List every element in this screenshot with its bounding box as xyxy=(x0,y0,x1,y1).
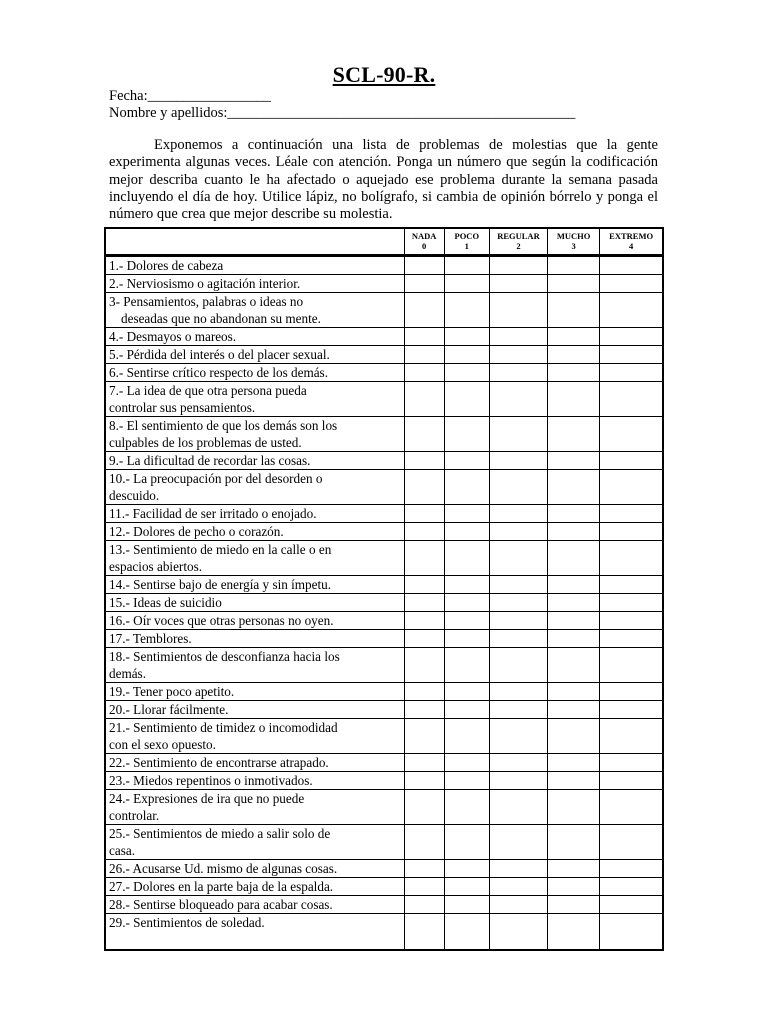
rating-cell-regular[interactable] xyxy=(489,327,547,345)
rating-cell-extremo[interactable] xyxy=(600,381,663,416)
rating-cell-nada[interactable] xyxy=(404,363,444,381)
symptom-item-text xyxy=(105,753,404,771)
rating-cell-mucho[interactable] xyxy=(548,593,600,611)
rating-cell-poco[interactable] xyxy=(444,859,489,877)
rating-cell-extremo[interactable] xyxy=(600,469,663,504)
rating-cell-mucho[interactable] xyxy=(548,771,600,789)
rating-cell-nada[interactable] xyxy=(404,540,444,575)
table-row xyxy=(105,540,663,575)
symptom-line: 7.- La idea de que otra persona pueda xyxy=(109,382,307,398)
column-header-nada xyxy=(404,228,444,255)
rating-cell-poco[interactable] xyxy=(444,504,489,522)
symptom-line: 17.- Temblores. xyxy=(109,630,192,646)
table-body xyxy=(105,255,663,950)
rating-cell-mucho[interactable] xyxy=(548,824,600,859)
column-score: 0 xyxy=(422,240,427,251)
rating-cell-regular[interactable] xyxy=(489,345,547,363)
symptom-line: 16.- Oír voces que otras personas no oyen. xyxy=(109,612,334,628)
rating-cell-nada[interactable] xyxy=(404,877,444,895)
rating-cell-mucho[interactable] xyxy=(548,416,600,451)
rating-cell-mucho[interactable] xyxy=(548,327,600,345)
rating-cell-regular[interactable] xyxy=(489,540,547,575)
table-row xyxy=(105,824,663,859)
table-row xyxy=(105,522,663,540)
rating-cell-extremo[interactable] xyxy=(600,718,663,753)
rating-cell-nada[interactable] xyxy=(404,611,444,629)
symptom-item-text xyxy=(105,522,404,540)
rating-cell-mucho[interactable] xyxy=(548,859,600,877)
rating-cell-nada[interactable] xyxy=(404,913,444,950)
symptom-item-text xyxy=(105,540,404,575)
table-row xyxy=(105,647,663,682)
symptom-line-continued: culpables de los problemas de usted. xyxy=(109,434,302,450)
table-row xyxy=(105,789,663,824)
rating-cell-extremo[interactable] xyxy=(600,611,663,629)
rating-cell-extremo[interactable] xyxy=(600,504,663,522)
rating-cell-regular[interactable] xyxy=(489,913,547,950)
rating-cell-extremo[interactable] xyxy=(600,895,663,913)
header-blank xyxy=(105,228,404,255)
rating-cell-extremo[interactable] xyxy=(600,575,663,593)
column-label: EXTREMO xyxy=(609,231,654,241)
rating-cell-poco[interactable] xyxy=(444,700,489,718)
symptom-line: 26.- Acusarse Ud. mismo de algunas cosas. xyxy=(109,860,338,876)
rating-cell-regular[interactable] xyxy=(489,274,547,292)
column-score: 2 xyxy=(516,240,521,251)
symptom-item-text xyxy=(105,771,404,789)
rating-cell-poco[interactable] xyxy=(444,363,489,381)
symptom-line: 21.- Sentimiento de timidez o incomodidad xyxy=(109,719,338,735)
rating-cell-mucho[interactable] xyxy=(548,877,600,895)
rating-cell-regular[interactable] xyxy=(489,629,547,647)
rating-cell-poco[interactable] xyxy=(444,611,489,629)
rating-cell-nada[interactable] xyxy=(404,771,444,789)
table-row xyxy=(105,771,663,789)
rating-cell-poco[interactable] xyxy=(444,416,489,451)
column-header-mucho xyxy=(548,228,600,255)
rating-cell-poco[interactable] xyxy=(444,274,489,292)
symptom-line: 22.- Sentimiento de encontrarse atrapado. xyxy=(109,754,329,770)
table-row xyxy=(105,451,663,469)
rating-cell-nada[interactable] xyxy=(404,629,444,647)
column-header-extremo xyxy=(600,228,663,255)
rating-cell-mucho[interactable] xyxy=(548,522,600,540)
symptom-item-text xyxy=(105,345,404,363)
rating-cell-extremo[interactable] xyxy=(600,647,663,682)
rating-cell-nada[interactable] xyxy=(404,469,444,504)
rating-cell-nada[interactable] xyxy=(404,647,444,682)
rating-cell-regular[interactable] xyxy=(489,469,547,504)
rating-cell-nada[interactable] xyxy=(404,859,444,877)
form-title: SCL-90-R. xyxy=(332,62,436,87)
rating-cell-poco[interactable] xyxy=(444,789,489,824)
name-field-label: Nombre y apellidos:________________________________________________ xyxy=(109,105,576,121)
rating-cell-nada[interactable] xyxy=(404,345,444,363)
rating-cell-poco[interactable] xyxy=(444,771,489,789)
rating-cell-poco[interactable] xyxy=(444,682,489,700)
rating-cell-regular[interactable] xyxy=(489,753,547,771)
rating-cell-poco[interactable] xyxy=(444,522,489,540)
rating-cell-nada[interactable] xyxy=(404,451,444,469)
rating-cell-regular[interactable] xyxy=(489,824,547,859)
rating-cell-regular[interactable] xyxy=(489,611,547,629)
symptom-item-text xyxy=(105,895,404,913)
symptom-line: 13.- Sentimiento de miedo en la calle o en xyxy=(109,541,332,557)
symptom-line: 4.- Desmayos o mareos. xyxy=(109,328,237,344)
rating-cell-nada[interactable] xyxy=(404,700,444,718)
rating-cell-extremo[interactable] xyxy=(600,416,663,451)
rating-cell-nada[interactable] xyxy=(404,522,444,540)
symptom-line-continued: deseadas que no abandonan su mente. xyxy=(121,310,321,326)
symptom-item-text xyxy=(105,381,404,416)
rating-cell-regular[interactable] xyxy=(489,255,547,274)
rating-cell-regular[interactable] xyxy=(489,416,547,451)
rating-cell-mucho[interactable] xyxy=(548,345,600,363)
rating-cell-regular[interactable] xyxy=(489,789,547,824)
symptom-line: 11.- Facilidad de ser irritado o enojado. xyxy=(109,505,317,521)
symptom-item-text xyxy=(105,451,404,469)
rating-cell-extremo[interactable] xyxy=(600,540,663,575)
rating-cell-poco[interactable] xyxy=(444,913,489,950)
rating-cell-mucho[interactable] xyxy=(548,700,600,718)
rating-cell-mucho[interactable] xyxy=(548,540,600,575)
rating-cell-mucho[interactable] xyxy=(548,789,600,824)
symptom-line-continued: controlar. xyxy=(109,807,160,823)
rating-cell-poco[interactable] xyxy=(444,540,489,575)
table-row xyxy=(105,593,663,611)
symptom-table xyxy=(104,227,664,951)
symptom-item-text xyxy=(105,469,404,504)
symptom-item-text xyxy=(105,274,404,292)
symptom-line: 28.- Sentirse bloqueado para acabar cosas. xyxy=(109,896,333,912)
symptom-line-continued: demás. xyxy=(109,665,146,681)
symptom-line: 23.- Miedos repentinos o inmotivados. xyxy=(109,772,313,788)
symptom-item-text xyxy=(105,629,404,647)
header-row xyxy=(105,228,663,255)
table-row xyxy=(105,345,663,363)
rating-cell-extremo[interactable] xyxy=(600,682,663,700)
symptom-line: 1.- Dolores de cabeza xyxy=(109,257,224,273)
symptom-line: 3- Pensamientos, palabras o ideas no xyxy=(109,293,304,309)
symptom-line: 12.- Dolores de pecho o corazón. xyxy=(109,523,284,539)
table-row xyxy=(105,877,663,895)
symptom-item-text xyxy=(105,611,404,629)
symptom-line-continued: espacios abiertos. xyxy=(109,558,203,574)
rating-cell-nada[interactable] xyxy=(404,682,444,700)
rating-cell-poco[interactable] xyxy=(444,718,489,753)
rating-cell-mucho[interactable] xyxy=(548,629,600,647)
rating-cell-nada[interactable] xyxy=(404,292,444,327)
rating-cell-extremo[interactable] xyxy=(600,753,663,771)
rating-cell-regular[interactable] xyxy=(489,895,547,913)
rating-cell-mucho[interactable] xyxy=(548,611,600,629)
rating-cell-mucho[interactable] xyxy=(548,469,600,504)
rating-cell-extremo[interactable] xyxy=(600,913,663,950)
table-row xyxy=(105,274,663,292)
rating-cell-regular[interactable] xyxy=(489,504,547,522)
table-row xyxy=(105,292,663,327)
symptom-item-text xyxy=(105,700,404,718)
rating-cell-extremo[interactable] xyxy=(600,877,663,895)
rating-cell-mucho[interactable] xyxy=(548,647,600,682)
column-label: MUCHO xyxy=(556,231,591,241)
rating-cell-extremo[interactable] xyxy=(600,327,663,345)
symptom-item-text xyxy=(105,913,404,950)
rating-cell-regular[interactable] xyxy=(489,771,547,789)
table-row xyxy=(105,718,663,753)
rating-cell-extremo[interactable] xyxy=(600,629,663,647)
rating-cell-nada[interactable] xyxy=(404,416,444,451)
rating-cell-regular[interactable] xyxy=(489,859,547,877)
symptom-item-text xyxy=(105,363,404,381)
rating-cell-nada[interactable] xyxy=(404,381,444,416)
table-row xyxy=(105,611,663,629)
symptom-item-text xyxy=(105,593,404,611)
rating-cell-nada[interactable] xyxy=(404,255,444,274)
table-row xyxy=(105,629,663,647)
date-field-label: Fecha:_________________ xyxy=(109,88,271,104)
rating-cell-extremo[interactable] xyxy=(600,824,663,859)
column-score: 3 xyxy=(571,240,576,251)
rating-cell-poco[interactable] xyxy=(444,469,489,504)
rating-cell-poco[interactable] xyxy=(444,629,489,647)
rating-cell-regular[interactable] xyxy=(489,718,547,753)
instructions-paragraph: Exponemos a continuación una lista de problemas de molestias que la gente experimenta algunas veces. Léale con atención. Ponga un número que según la codificación mejor describa cuanto le ha afectado o aquejado ese problema durante la semana pasada incluyendo el día de hoy. Utilice lápiz, no bolígrafo, si cambia de opinión bórrelo y ponga el número que crea que mejor describe su molestia. xyxy=(109,137,658,223)
column-score: 1 xyxy=(464,240,469,251)
symptom-line: 9.- La dificultad de recordar las cosas. xyxy=(109,452,311,468)
table-row xyxy=(105,859,663,877)
rating-cell-mucho[interactable] xyxy=(548,381,600,416)
rating-cell-extremo[interactable] xyxy=(600,451,663,469)
rating-cell-poco[interactable] xyxy=(444,593,489,611)
rating-cell-nada[interactable] xyxy=(404,504,444,522)
rating-cell-poco[interactable] xyxy=(444,381,489,416)
table-row xyxy=(105,682,663,700)
symptom-line: 19.- Tener poco apetito. xyxy=(109,683,235,699)
symptom-item-text xyxy=(105,824,404,859)
rating-cell-mucho[interactable] xyxy=(548,913,600,950)
rating-cell-mucho[interactable] xyxy=(548,504,600,522)
symptom-line: 6.- Sentirse crítico respecto de los demás. xyxy=(109,364,328,380)
symptom-line: 8.- El sentimiento de que los demás son los xyxy=(109,417,338,433)
rating-cell-extremo[interactable] xyxy=(600,274,663,292)
rating-cell-regular[interactable] xyxy=(489,522,547,540)
symptom-line: 15.- Ideas de suicidio xyxy=(109,594,222,610)
table-row xyxy=(105,327,663,345)
rating-cell-regular[interactable] xyxy=(489,575,547,593)
rating-cell-poco[interactable] xyxy=(444,647,489,682)
rating-cell-mucho[interactable] xyxy=(548,575,600,593)
column-label: POCO xyxy=(454,231,480,241)
rating-cell-regular[interactable] xyxy=(489,682,547,700)
table-row xyxy=(105,753,663,771)
column-header-regular xyxy=(489,228,547,255)
symptom-line: 25.- Sentimientos de miedo a salir solo de xyxy=(109,825,331,841)
rating-cell-regular[interactable] xyxy=(489,700,547,718)
symptom-line: 18.- Sentimientos de desconfianza hacia los xyxy=(109,648,340,664)
symptom-line-continued: controlar sus pensamientos. xyxy=(109,399,256,415)
table-row xyxy=(105,469,663,504)
symptom-line: 20.- Llorar fácilmente. xyxy=(109,701,229,717)
rating-cell-regular[interactable] xyxy=(489,381,547,416)
rating-cell-poco[interactable] xyxy=(444,292,489,327)
symptom-line: 10.- La preocupación por del desorden o xyxy=(109,470,323,486)
symptom-item-text xyxy=(105,859,404,877)
table-row xyxy=(105,381,663,416)
rating-cell-poco[interactable] xyxy=(444,255,489,274)
symptom-item-text xyxy=(105,718,404,753)
rating-cell-poco[interactable] xyxy=(444,753,489,771)
rating-cell-regular[interactable] xyxy=(489,451,547,469)
table-row xyxy=(105,255,663,274)
rating-cell-nada[interactable] xyxy=(404,593,444,611)
rating-cell-nada[interactable] xyxy=(404,753,444,771)
rating-cell-regular[interactable] xyxy=(489,877,547,895)
rating-cell-mucho[interactable] xyxy=(548,753,600,771)
table-row xyxy=(105,575,663,593)
symptom-item-text xyxy=(105,877,404,895)
rating-cell-nada[interactable] xyxy=(404,274,444,292)
symptom-item-text xyxy=(105,255,404,274)
rating-cell-poco[interactable] xyxy=(444,345,489,363)
symptom-item-text xyxy=(105,647,404,682)
rating-cell-regular[interactable] xyxy=(489,647,547,682)
rating-cell-poco[interactable] xyxy=(444,824,489,859)
rating-cell-poco[interactable] xyxy=(444,895,489,913)
rating-cell-poco[interactable] xyxy=(444,327,489,345)
rating-cell-extremo[interactable] xyxy=(600,771,663,789)
rating-cell-mucho[interactable] xyxy=(548,895,600,913)
rating-cell-mucho[interactable] xyxy=(548,363,600,381)
table-row xyxy=(105,504,663,522)
symptom-line-continued: casa. xyxy=(109,842,135,858)
symptom-line: 27.- Dolores en la parte baja de la espalda. xyxy=(109,878,334,894)
table-row xyxy=(105,700,663,718)
rating-cell-regular[interactable] xyxy=(489,292,547,327)
symptom-item-text xyxy=(105,292,404,327)
symptom-line: 29.- Sentimientos de soledad. xyxy=(109,914,265,930)
rating-cell-poco[interactable] xyxy=(444,575,489,593)
rating-cell-mucho[interactable] xyxy=(548,718,600,753)
rating-cell-nada[interactable] xyxy=(404,327,444,345)
rating-cell-extremo[interactable] xyxy=(600,345,663,363)
rating-cell-mucho[interactable] xyxy=(548,255,600,274)
rating-cell-mucho[interactable] xyxy=(548,292,600,327)
rating-cell-extremo[interactable] xyxy=(600,255,663,274)
rating-cell-extremo[interactable] xyxy=(600,363,663,381)
rating-cell-extremo[interactable] xyxy=(600,859,663,877)
column-header-poco xyxy=(444,228,489,255)
symptom-item-text xyxy=(105,504,404,522)
column-label: REGULAR xyxy=(497,231,540,241)
symptom-line-continued: con el sexo opuesto. xyxy=(109,736,216,752)
rating-cell-extremo[interactable] xyxy=(600,292,663,327)
rating-cell-nada[interactable] xyxy=(404,718,444,753)
column-label: NADA xyxy=(411,231,437,241)
symptom-item-text xyxy=(105,575,404,593)
rating-cell-regular[interactable] xyxy=(489,593,547,611)
symptom-line: 24.- Expresiones de ira que no puede xyxy=(109,790,305,806)
rating-cell-nada[interactable] xyxy=(404,824,444,859)
table-row xyxy=(105,895,663,913)
rating-cell-poco[interactable] xyxy=(444,451,489,469)
rating-cell-extremo[interactable] xyxy=(600,789,663,824)
table-row xyxy=(105,913,663,950)
symptom-line: 5.- Pérdida del interés o del placer sexual. xyxy=(109,346,330,362)
column-score: 4 xyxy=(628,240,634,251)
rating-cell-mucho[interactable] xyxy=(548,274,600,292)
symptom-line: 2.- Nerviosismo o agitación interior. xyxy=(109,275,301,291)
symptom-item-text xyxy=(105,416,404,451)
symptom-line-continued: descuido. xyxy=(109,487,160,503)
symptom-item-text xyxy=(105,327,404,345)
rating-cell-mucho[interactable] xyxy=(548,682,600,700)
rating-cell-mucho[interactable] xyxy=(548,451,600,469)
table-row xyxy=(105,416,663,451)
symptom-item-text xyxy=(105,789,404,824)
rating-cell-nada[interactable] xyxy=(404,575,444,593)
rating-cell-nada[interactable] xyxy=(404,789,444,824)
symptom-item-text xyxy=(105,682,404,700)
symptom-line: 14.- Sentirse bajo de energía y sin ímpetu. xyxy=(109,576,332,592)
rating-cell-extremo[interactable] xyxy=(600,700,663,718)
rating-cell-regular[interactable] xyxy=(489,363,547,381)
rating-cell-poco[interactable] xyxy=(444,877,489,895)
table-row xyxy=(105,363,663,381)
rating-cell-nada[interactable] xyxy=(404,895,444,913)
rating-cell-extremo[interactable] xyxy=(600,593,663,611)
rating-cell-extremo[interactable] xyxy=(600,522,663,540)
